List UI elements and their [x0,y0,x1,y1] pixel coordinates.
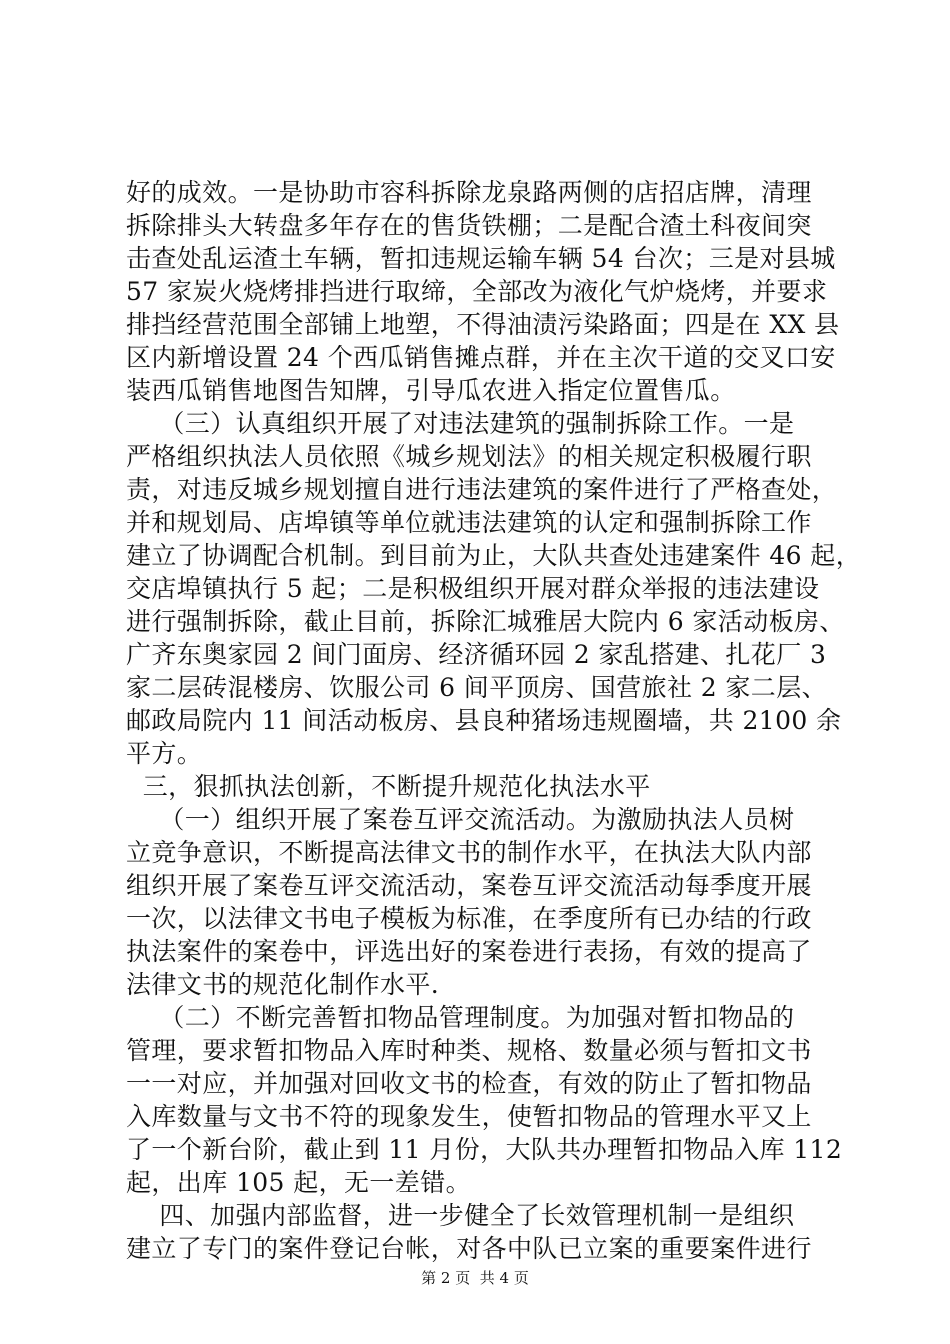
body-text-line: 广齐东奥家园 2 间门面房、经济循环园 2 家乱搭建、扎花厂 3 [126,640,827,669]
body-text-line: 严格组织执法人员依照《城乡规划法》的相关规定积极履行职 [126,442,812,471]
paragraph-heading-line: （一）组织开展了案卷互评交流活动。为激励执法人员树 [126,805,795,834]
body-text-line: 一次，以法律文书电子模板为标准，在季度所有已办结的行政 [126,904,812,933]
paragraph-heading-line: （二）不断完善暂扣物品管理制度。为加强对暂扣物品的 [126,1003,795,1032]
page-number-footer: 第 2 页 共 4 页 [421,1269,529,1287]
body-text-line: 邮政局院内 11 间活动板房、县良种猪场违规圈墙，共 2100 余 [126,706,842,735]
body-text-line: 平方。 [126,739,203,768]
body-text-line: 入库数量与文书不符的现象发生，使暂扣物品的管理水平又上 [126,1102,812,1131]
body-text-line: 建立了协调配合机制。到目前为止，大队共查处违建案件 46 起， [126,541,862,570]
body-text-line: 57 家炭火烧烤排挡进行取缔，全部改为液化气炉烧烤，并要求 [126,277,828,306]
body-text-line: 一一对应，并加强对回收文书的检查，有效的防止了暂扣物品 [126,1069,812,1098]
body-text-line: 好的成效。一是协助市容科拆除龙泉路两侧的店招店牌，清理 [126,178,812,207]
body-text-line: 管理，要求暂扣物品入库时种类、规格、数量必须与暂扣文书 [126,1036,812,1065]
body-text-line: 进行强制拆除，截止目前，拆除汇城雅居大院内 6 家活动板房、 [126,607,845,636]
body-text-line: 建立了专门的案件登记台帐，对各中队已立案的重要案件进行 [126,1234,812,1263]
body-text-line: 起，出库 105 起，无一差错。 [126,1168,472,1197]
body-text-line: 拆除排头大转盘多年存在的售货铁棚；二是配合渣土科夜间突 [126,211,812,240]
paragraph-heading-line: （三）认真组织开展了对违法建筑的强制拆除工作。一是 [126,409,795,438]
body-text-line: 执法案件的案卷中，评选出好的案卷进行表扬，有效的提高了 [126,937,812,966]
body-text-line: 排挡经营范围全部铺上地塑，不得油渍污染路面；四是在 XX 县 [126,310,840,339]
section-heading-line: 三，狠抓执法创新，不断提升规范化执法水平 [126,772,651,801]
body-text-line: 击查处乱运渣土车辆，暂扣违规运输车辆 54 台次；三是对县城 [126,244,836,273]
section-heading-line: 四、加强内部监督，进一步健全了长效管理机制一是组织 [126,1201,795,1230]
body-text-line: 家二层砖混楼房、饮服公司 6 间平顶房、国营旅社 2 家二层、 [126,673,828,702]
body-text-line: 交店埠镇执行 5 起；二是积极组织开展对群众举报的违法建设 [126,574,820,603]
body-text-line: 法律文书的规范化制作水平. [126,970,440,999]
body-text-line: 并和规划局、店埠镇等单位就违法建筑的认定和强制拆除工作 [126,508,812,537]
body-text-line: 组织开展了案卷互评交流活动，案卷互评交流活动每季度开展 [126,871,812,900]
body-text-line: 责，对违反城乡规划擅自进行违法建筑的案件进行了严格查处， [126,475,838,504]
body-text-line: 立竞争意识，不断提高法律文书的制作水平，在执法大队内部 [126,838,812,867]
body-text-line: 区内新增设置 24 个西瓜销售摊点群，并在主次干道的交叉口安 [126,343,836,372]
body-text-line: 装西瓜销售地图告知牌，引导瓜农进入指定位置售瓜。 [126,376,736,405]
body-text-line: 了一个新台阶，截止到 11 月份，大队共办理暂扣物品入库 112 [126,1135,843,1164]
